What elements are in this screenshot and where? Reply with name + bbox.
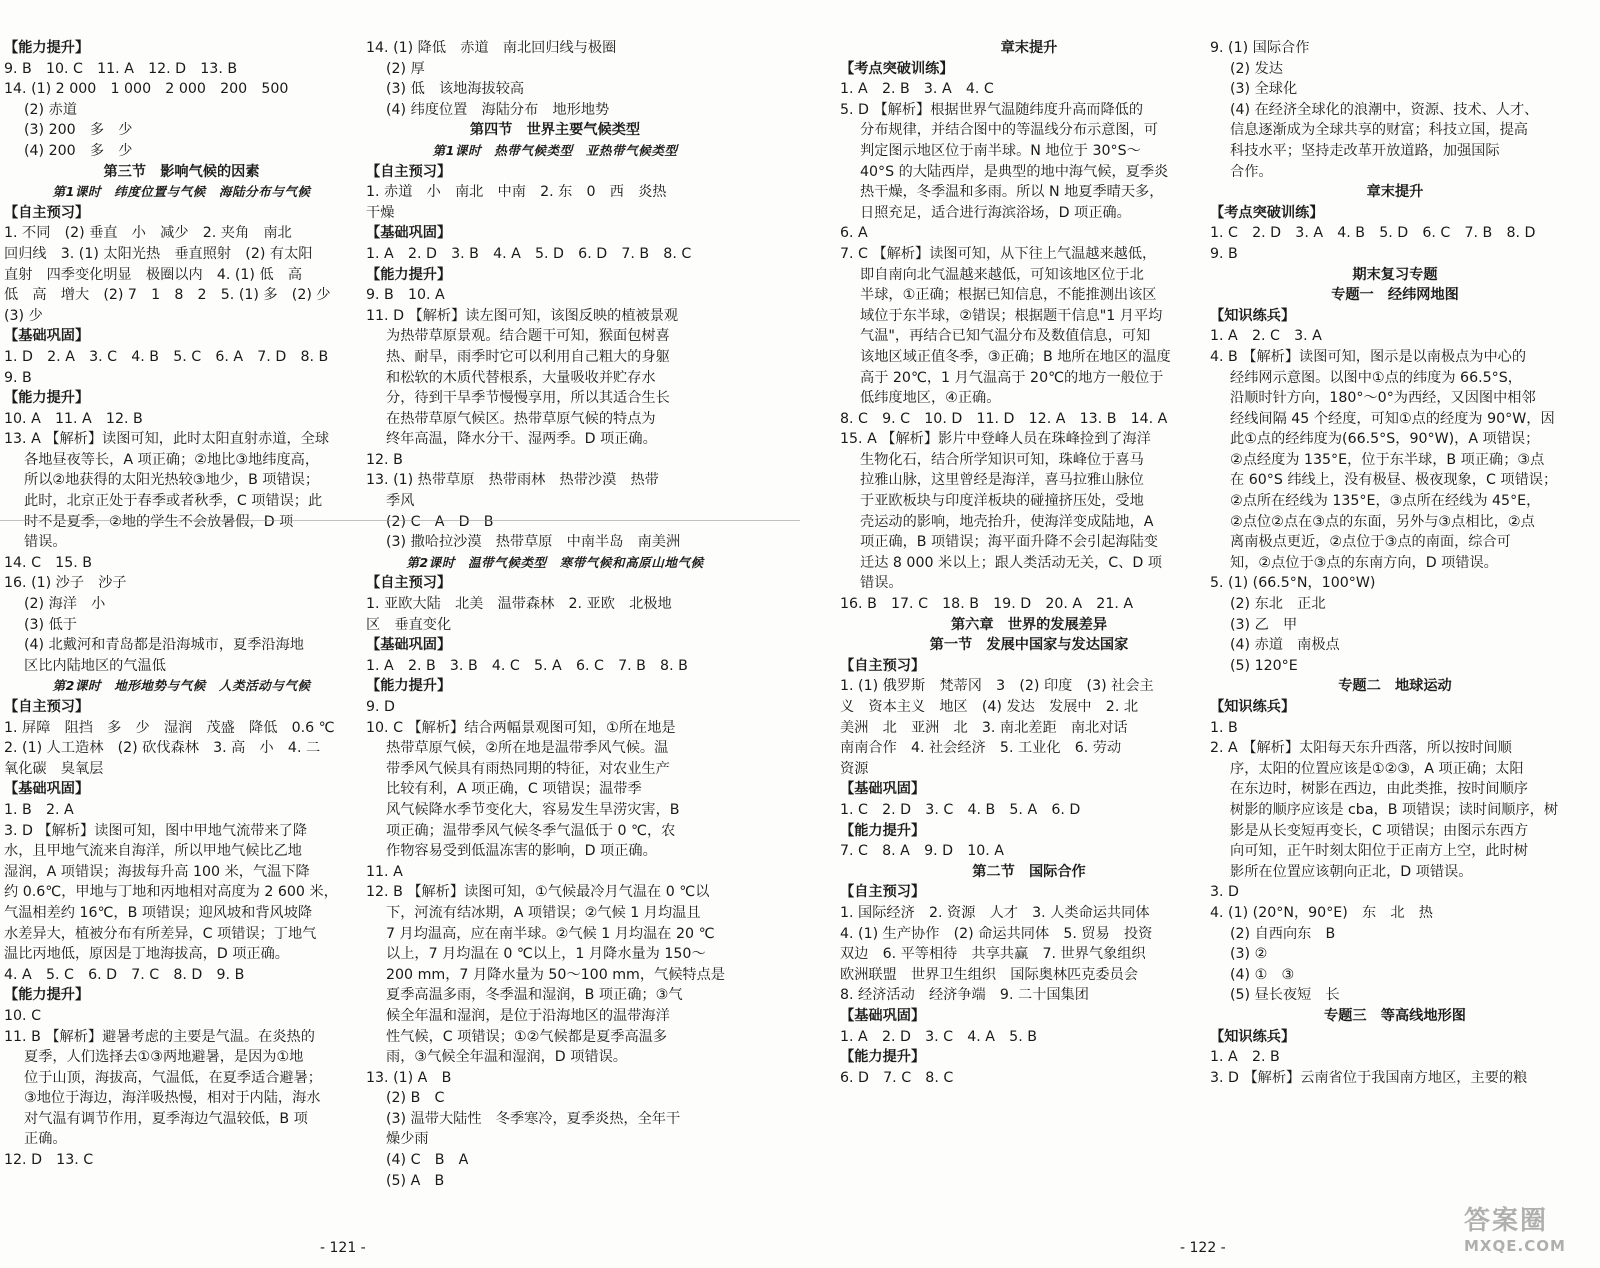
answer-line: 200 mm，7 月降水量为 50～100 mm，气候特点是 — [386, 966, 725, 983]
answer-line: 约 0.6℃，甲地与丁地和丙地相对高度为 2 600 米， — [4, 884, 338, 901]
section-header: 【自主预习】 — [840, 657, 926, 674]
section-header: 【能力提升】 — [366, 678, 452, 695]
answer-line: 2. A 【解析】太阳每天东升西落，所以按时间顺 — [1210, 740, 1512, 757]
answer-line: 12. B 【解析】读图可知，①气候最冷月气温在 0 ℃以 — [366, 884, 710, 901]
answer-line: 13. (1) 热带草原 热带雨林 热带沙漠 热带 — [366, 472, 659, 489]
answer-line: 热干燥，冬季温和多雨。所以 N 地夏季晴天多， — [860, 184, 1164, 201]
answer-line: 4. (1) (20°N，90°E) 东 北 热 — [1210, 904, 1433, 921]
answer-line: 低 高 增大 (2) 7 1 8 2 5. (1) 多 (2) 少 — [4, 287, 331, 304]
column-1 — [4, 38, 359, 1171]
answer-line: (5) 昼长夜短 长 — [1230, 987, 1340, 1004]
answer-line: 位于山顶，海拔高，气温低，在夏季适合避暑； — [24, 1069, 322, 1086]
section-header: 【基础巩固】 — [366, 225, 452, 242]
answer-line: 半球，①正确；根据已知信息，不能推测出该区 — [860, 287, 1157, 304]
section-header: 【自主预习】 — [366, 163, 452, 180]
answer-line: 1. 国际经济 2. 资源 人才 3. 人类命运共同体 — [840, 904, 1150, 921]
answer-line: (4) 纬度位置 海陆分布 地形地势 — [386, 101, 610, 118]
answer-line: (2) 发达 — [1230, 60, 1283, 77]
answer-line: 时不是夏季，②地的学生不会放暑假，D 项 — [24, 513, 294, 530]
answer-line: 夏季高温多雨，冬季温和湿润，B 项正确；③气 — [386, 987, 683, 1004]
answer-line: 经纬网示意图。以图中①点的纬度为 66.5°S， — [1230, 369, 1522, 386]
answer-line: 8. C 9. C 10. D 11. D 12. A 13. B 14. A — [840, 410, 1168, 427]
answer-line: (5) 120°E — [1230, 657, 1298, 674]
answer-line: 2. (1) 人工造林 (2) 砍伐森林 3. 高 小 4. 二 — [4, 740, 321, 757]
answer-line: 欧洲联盟 世界卫生组织 国际奥林匹克委员会 — [840, 966, 1138, 983]
section-title: 专题三 等高线地形图 — [1324, 1007, 1466, 1024]
answer-line: (2) 赤道 — [24, 101, 77, 118]
answer-line: (3) 少 — [4, 307, 43, 324]
answer-line: 夏季，人们选择去①③两地避暑，是因为①地 — [24, 1049, 304, 1066]
answer-line: 14. (1) 2 000 1 000 2 000 200 500 — [4, 81, 289, 98]
answer-line: 13. (1) A B — [366, 1069, 452, 1086]
answer-line: 低纬度地区，④正确。 — [860, 390, 1001, 407]
answer-line: 风气候降水季节变化大，容易发生旱涝灾害，B — [386, 801, 680, 818]
answer-line: 12. B — [366, 451, 403, 468]
answer-line: 雨，③气候全年温和湿润，D 项错误。 — [386, 1049, 627, 1066]
answer-line: 5. (1) (66.5°N，100°W) — [1210, 575, 1376, 592]
answer-line: 10. A 11. A 12. B — [4, 410, 143, 427]
section-header: 【能力提升】 — [366, 266, 452, 283]
answer-line: (4) 赤道 南极点 — [1230, 637, 1340, 654]
answer-line: 季风 — [386, 493, 415, 510]
watermark-logo — [1464, 1200, 1582, 1258]
section-header: 【基础巩固】 — [840, 1007, 926, 1024]
answer-line: 1. 不同 (2) 垂直 小 减少 2. 夹角 南北 — [4, 225, 292, 242]
answer-line: 比较有利，A 项正确，C 项错误；温带季 — [386, 781, 642, 798]
answer-line: 该地区域正值冬季，③正确；B 地所在地区的温度 — [860, 348, 1171, 365]
answer-line: 即自南向北气温越来越低，可知该地区位于北 — [860, 266, 1144, 283]
section-title: 第四节 世界主要气候类型 — [469, 122, 641, 139]
section-title: 期末复习专题 — [1352, 266, 1438, 283]
answer-line: 直射 四季变化明显 极圈以内 4. (1) 低 高 — [4, 266, 303, 283]
answer-line: 14. (1) 降低 赤道 南北回归线与极圈 — [366, 40, 617, 56]
answer-line: (3) 低于 — [24, 616, 77, 633]
answer-line: 带季风气候具有雨热同期的特征，对农业生产 — [386, 760, 670, 777]
answer-line: 14. C 15. B — [4, 554, 92, 571]
answer-line: 在 60°S 纬线上，没有极昼、极夜现象，C 项错误； — [1230, 472, 1558, 489]
answer-line: 壳运动的影响，地壳抬升，使海洋变成陆地，A — [860, 513, 1154, 530]
answer-line: 1. 赤道 小 南北 中南 2. 东 0 西 炎热 — [366, 184, 667, 201]
answer-line: 科技水平；坚持走改革开放道路，加强国际 — [1230, 142, 1500, 159]
answer-line: (2) 海洋 小 — [24, 596, 106, 613]
answer-line: (4) 在经济全球化的浪潮中，资源、技术、人才、 — [1230, 101, 1539, 118]
answer-line: 7. C 【解析】读图可知，从下往上气温越来越低， — [840, 245, 1157, 262]
page-122 — [800, 0, 1600, 1268]
section-header: 【自主预习】 — [366, 575, 452, 592]
answer-line: 9. B 10. C 11. A 12. D 13. B — [4, 60, 238, 77]
answer-line: 氧化碳 臭氧层 — [4, 760, 104, 777]
answer-line: 对气温有调节作用，夏季海边气温较低，B 项 — [24, 1110, 308, 1127]
answer-line: 1. A 2. B 3. B 4. C 5. A 6. C 7. B 8. B — [366, 657, 688, 674]
answer-line: 义 资本主义 地区 (4) 发达 发展中 2. 北 — [840, 699, 1139, 715]
answer-line: 1. A 2. B — [1210, 1049, 1280, 1066]
section-header: 【知识练兵】 — [1210, 699, 1296, 715]
answer-line: 4. (1) 生产协作 (2) 命运共同体 5. 贸易 投资 — [840, 925, 1153, 942]
answer-line: 错误。 — [24, 534, 67, 551]
answer-line: 9. B — [1210, 245, 1238, 262]
section-header: 【基础巩固】 — [366, 637, 452, 654]
answer-line: 3. D — [1210, 884, 1239, 901]
section-header: 【自主预习】 — [4, 204, 90, 221]
answer-line: 7 月均温高，应在南半球。②气候 1 月均温在 20 ℃ — [386, 925, 715, 942]
section-header: 【基础巩固】 — [4, 781, 90, 798]
answer-line: (3) 低 该地海拔较高 — [386, 81, 525, 98]
answer-line: 干燥 — [366, 204, 395, 221]
section-header: 【考点突破训练】 — [1210, 204, 1324, 221]
answer-line: 正确。 — [24, 1131, 67, 1148]
answer-line: 气温相差约 16℃，B 项错误；迎风坡和背风坡降 — [4, 904, 313, 921]
lesson-title: 第2课时 地形地势与气候 人类活动与气候 — [52, 678, 311, 694]
answer-line: 1. 亚欧大陆 北美 温带森林 2. 亚欧 北极地 — [366, 596, 672, 613]
lesson-title: 第1课时 纬度位置与气候 海陆分布与气候 — [52, 184, 311, 200]
answer-line: (4) 200 多 少 — [24, 142, 133, 159]
answer-line: 域位于东半球，②错误；根据题干信息"1 月平均 — [860, 307, 1163, 324]
answer-line: (3) 乙 甲 — [1230, 616, 1298, 633]
section-header: 【能力提升】 — [4, 987, 90, 1004]
answer-line: 项正确；温带季风气候冬季气温低于 0 ℃，农 — [386, 822, 676, 839]
answer-line: 11. B 【解析】避暑考虑的主要是气温。在炎热的 — [4, 1028, 315, 1045]
column-4 — [1210, 38, 1580, 1088]
answer-line: (2) 东北 正北 — [1230, 596, 1326, 613]
answer-line: 合作。 — [1230, 163, 1273, 180]
answer-line: 高于 20℃，1 月气温高于 20℃的地方一般位于 — [860, 369, 1164, 386]
section-title: 章末提升 — [1000, 40, 1058, 56]
answer-line: 1. A 2. B 3. A 4. C — [840, 81, 994, 98]
answer-line: 作物容易受到低温冻害的影响，D 项正确。 — [386, 843, 657, 860]
answer-line: 10. C 【解析】结合两幅景观图可知，①所在地是 — [366, 719, 676, 736]
answer-line: 1. B — [1210, 719, 1238, 736]
answer-line: 3. D 【解析】读图可知，图中甲地气流带来了降 — [4, 822, 308, 839]
section-title: 第二节 国际合作 — [972, 863, 1086, 880]
answer-line: 16. B 17. C 18. B 19. D 20. A 21. A — [840, 596, 1134, 613]
answer-line: 1. C 2. D 3. C 4. B 5. A 6. D — [840, 801, 1081, 818]
answer-line: 1. A 2. C 3. A — [1210, 328, 1322, 345]
answer-line: 10. C — [4, 1007, 41, 1024]
answer-line: 6. D 7. C 8. C — [840, 1069, 954, 1086]
answer-line: 迁达 8 000 米以上；跟人类活动无关，C、D 项 — [860, 554, 1162, 571]
answer-line: 为热带草原景观。结合题干可知，猴面包树喜 — [386, 328, 670, 345]
answer-line: 信息逐渐成为全球共享的财富；科技立国，提高 — [1230, 122, 1528, 139]
section-header: 【能力提升】 — [4, 40, 90, 56]
answer-line: 气温"，再结合已知气温分布及数值信息，可知 — [860, 328, 1151, 345]
answer-line: 1. C 2. D 3. A 4. B 5. D 6. C 7. B 8. D — [1210, 225, 1536, 242]
answer-line: 11. A — [366, 863, 403, 880]
section-header: 【基础巩固】 — [840, 781, 926, 798]
answer-line: 区 垂直变化 — [366, 616, 452, 633]
answer-line: 温比丙地低，原因是丁地海拔高，D 项正确。 — [4, 946, 289, 963]
answer-line: 4. B 【解析】读图可知，图示是以南极点为中心的 — [1210, 348, 1527, 365]
answer-line: 分，待到干旱季节慢慢享用，所以其适合生长 — [386, 390, 670, 407]
answer-line: 拉雅山脉，这里曾经是海洋，喜马拉雅山脉位 — [860, 472, 1144, 489]
section-header: 【能力提升】 — [840, 1049, 926, 1066]
answer-line: 12. D 13. C — [4, 1152, 94, 1169]
answer-line: ③地位于海边，海洋吸热慢，相对于内陆，海水 — [24, 1090, 321, 1107]
lesson-title: 第1课时 热带气候类型 亚热带气候类型 — [432, 142, 678, 158]
answer-line: 各地昼夜等长，A 项正确；②地比③地纬度高， — [24, 451, 320, 468]
section-header: 【知识练兵】 — [1210, 1028, 1296, 1045]
answer-line: (5) A B — [386, 1172, 445, 1189]
answer-line: 9. B 10. A — [366, 287, 445, 304]
answer-line: 9. D — [366, 699, 395, 715]
answer-line: 项正确，B 项错误；海平面升降不会引起海陆变 — [860, 534, 1158, 551]
answer-line: 双边 6. 平等相待 共享共赢 7. 世界气象组织 — [840, 946, 1146, 963]
answer-line: (4) 北戴河和青岛都是沿海城市，夏季沿海地 — [24, 637, 304, 654]
answer-line: 1. (1) 俄罗斯 梵蒂冈 3 (2) 印度 (3) 社会主 — [840, 678, 1154, 695]
answer-line: 以上，7 月均温在 0 ℃以上，1 月降水量为 150～ — [386, 946, 706, 963]
answer-line: 7. C 8. A 9. D 10. A — [840, 843, 1005, 860]
answer-line: ②点位②点在③点的东面，另外与③点相比，②点 — [1230, 513, 1535, 530]
answer-line: 9. B — [4, 369, 32, 386]
answer-line: (3) ② — [1230, 946, 1268, 963]
fold-line — [0, 520, 800, 521]
answer-line: 南南合作 4. 社会经济 5. 工业化 6. 劳动 — [840, 740, 1122, 757]
answer-line: 1. B 2. A — [4, 801, 74, 818]
watermark-sub-text: MXQE.COM — [1464, 1237, 1566, 1255]
answer-line: 在热带草原气候区。热带草原气候的特点为 — [386, 410, 656, 427]
answer-line: (2) 自西向东 B — [1230, 925, 1336, 942]
section-header: 【能力提升】 — [4, 390, 90, 407]
answer-line: (3) 全球化 — [1230, 81, 1298, 98]
answer-line: 15. A 【解析】影片中登峰人员在珠峰捡到了海洋 — [840, 431, 1151, 448]
answer-line: 和松软的木质代替根系，大量吸收并贮存水 — [386, 369, 656, 386]
watermark-main-text: 答案圈 — [1464, 1206, 1549, 1236]
answer-line: 错误。 — [860, 575, 903, 592]
answer-line: 8. 经济活动 经济争端 9. 二十国集团 — [840, 987, 1089, 1004]
answer-line: 16. (1) 沙子 沙子 — [4, 575, 127, 592]
column-3 — [840, 38, 1218, 1088]
answer-line: 1. D 2. A 3. C 4. B 5. C 6. A 7. D 8. B — [4, 348, 329, 365]
answer-line: 影是从长变短再变长，C 项错误；由图示东西方 — [1230, 822, 1529, 839]
answer-line: 热带草原气候，②所在地是温带季风气候。温 — [386, 740, 669, 757]
answer-line: 序，太阳的位置应该是①②③，A 项正确；太阳 — [1230, 760, 1524, 777]
answer-line: 热、耐旱，雨季时它可以利用自己粗大的身躯 — [386, 348, 670, 365]
answer-line: 4. A 5. C 6. D 7. C 8. D 9. B — [4, 966, 245, 983]
section-header: 【基础巩固】 — [4, 328, 90, 345]
page-number-left: - 121 - — [320, 1240, 366, 1256]
answer-line: 于亚欧板块与印度洋板块的碰撞挤压处，受地 — [860, 493, 1144, 510]
answer-line: ②点所在经线为 135°E，③点所在经线为 45°E， — [1230, 493, 1541, 510]
section-header: 【自主预习】 — [4, 699, 90, 715]
answer-line: (4) ① ③ — [1230, 966, 1295, 983]
answer-line: 经线间隔 45 个经度，可知①点的经度为 90°W，因 — [1230, 410, 1555, 427]
answer-line: 知，②点位于③点的东南方向，D 项错误。 — [1230, 554, 1498, 571]
section-title: 专题二 地球运动 — [1338, 678, 1452, 695]
section-header: 【自主预习】 — [840, 884, 926, 901]
answer-line: 离南极点更近，②点位于③点的南面，综合可 — [1230, 534, 1511, 551]
answer-line: 1. A 2. D 3. C 4. A 5. B — [840, 1028, 1037, 1045]
answer-line: (3) 温带大陆性 冬季寒冷，夏季炎热，全年干 — [386, 1110, 681, 1127]
answer-line: 所以②地获得的太阳光热较③地少，B 项错误； — [24, 472, 320, 489]
answer-line: (2) B C — [386, 1090, 445, 1107]
answer-line: 9. (1) 国际合作 — [1210, 40, 1310, 56]
answer-line: 沿顺时针方向，180°～0°为西经，又因图中相邻 — [1230, 390, 1536, 407]
answer-line: 判定图示地区位于南半球。N 地位于 30°S～ — [860, 142, 1141, 159]
answer-line: 此时，北京正处于春季或者秋季，C 项错误；此 — [24, 493, 323, 510]
answer-line: 下，河流有结冰期，A 项错误；②气候 1 月均温且 — [386, 904, 701, 921]
answer-line: 美洲 北 亚洲 北 3. 南北差距 南北对话 — [840, 719, 1128, 736]
answer-line: 水差异大，植被分布有所差异，C 项错误；丁地气 — [4, 925, 317, 942]
answer-line: 40°S 的大陆西岸，是典型的地中海气候，夏季炎 — [860, 163, 1169, 180]
answer-line: 分布规律，并结合图中的等温线分布示意图，可 — [860, 122, 1158, 139]
section-header: 【能力提升】 — [840, 822, 926, 839]
section-title: 第三节 影响气候的因素 — [103, 163, 260, 180]
answer-line: (3) 撒哈拉沙漠 热带草原 中南半岛 南美洲 — [386, 534, 681, 551]
lesson-title: 第2课时 温带气候类型 寒带气候和高原山地气候 — [406, 554, 704, 570]
page-number-right: - 122 - — [1180, 1240, 1226, 1256]
answer-line: 1. 屏障 阻挡 多 少 湿润 茂盛 降低 0.6 ℃ — [4, 719, 335, 736]
answer-line: 树影的顺序应该是 cba，B 项错误；读时间顺序，树 — [1230, 801, 1559, 818]
answer-line: 回归线 3. (1) 太阳光热 垂直照射 (2) 有太阳 — [4, 245, 313, 262]
answer-line: 湿润，A 项错误；海拔每升高 100 米，气温下降 — [4, 863, 310, 880]
answer-line: 在东边时，树影在西边，由此类推，按时间顺序 — [1230, 781, 1528, 798]
answer-line: 区比内陆地区的气温低 — [24, 657, 166, 674]
answer-line: 3. D 【解析】云南省位于我国南方地区，主要的粮 — [1210, 1069, 1528, 1086]
answer-line: 此①点的经纬度为(66.5°S，90°W)，A 项错误； — [1230, 431, 1540, 448]
section-header: 【考点突破训练】 — [840, 60, 954, 77]
answer-line: (4) C B A — [386, 1152, 469, 1169]
section-title: 专题一 经纬网地图 — [1331, 287, 1459, 304]
answer-line: 生物化石，结合所学知识可知，珠峰位于喜马 — [860, 451, 1144, 468]
section-title: 第一节 发展中国家与发达国家 — [929, 637, 1129, 654]
section-header: 【知识练兵】 — [1210, 307, 1296, 324]
answer-line: 向可知，正午时刻太阳位于正南方上空，此时树 — [1230, 843, 1528, 860]
column-2 — [366, 38, 744, 1191]
answer-line: ②点经度为 135°E，位于东半球，B 项正确；③点 — [1230, 451, 1545, 468]
section-title: 章末提升 — [1366, 184, 1424, 201]
answer-line: 候全年温和湿润，是位于沿海地区的温带海洋 — [386, 1007, 670, 1024]
answer-line: 燥少雨 — [386, 1131, 429, 1148]
answer-line: (3) 200 多 少 — [24, 122, 133, 139]
answer-line: 1. A 2. D 3. B 4. A 5. D 6. D 7. B 8. C — [366, 245, 692, 262]
answer-line: 6. A — [840, 225, 868, 242]
answer-line: 日照充足，适合进行海滨浴场，D 项正确。 — [860, 204, 1131, 221]
answer-line: 资源 — [840, 760, 869, 777]
answer-line: 13. A 【解析】读图可知，此时太阳直射赤道，全球 — [4, 431, 330, 448]
answer-line: 性气候，C 项错误；①②气候都是夏季高温多 — [386, 1028, 668, 1045]
answer-line: 终年高温，降水分干、湿两季。D 项正确。 — [386, 431, 657, 448]
section-title: 第六章 世界的发展差异 — [950, 616, 1108, 633]
answer-line: (2) C A D B — [386, 513, 494, 530]
answer-line: (2) 厚 — [386, 60, 425, 77]
answer-line: 11. D 【解析】读左图可知，该图反映的植被景观 — [366, 307, 679, 324]
answer-line: 影所在位置应该朝向正北，D 项错误。 — [1230, 863, 1473, 880]
answer-line: 5. D 【解析】根据世界气温随纬度升高而降低的 — [840, 101, 1144, 118]
answer-line: 水，且甲地气流来自海洋，所以甲地气候比乙地 — [4, 843, 302, 860]
